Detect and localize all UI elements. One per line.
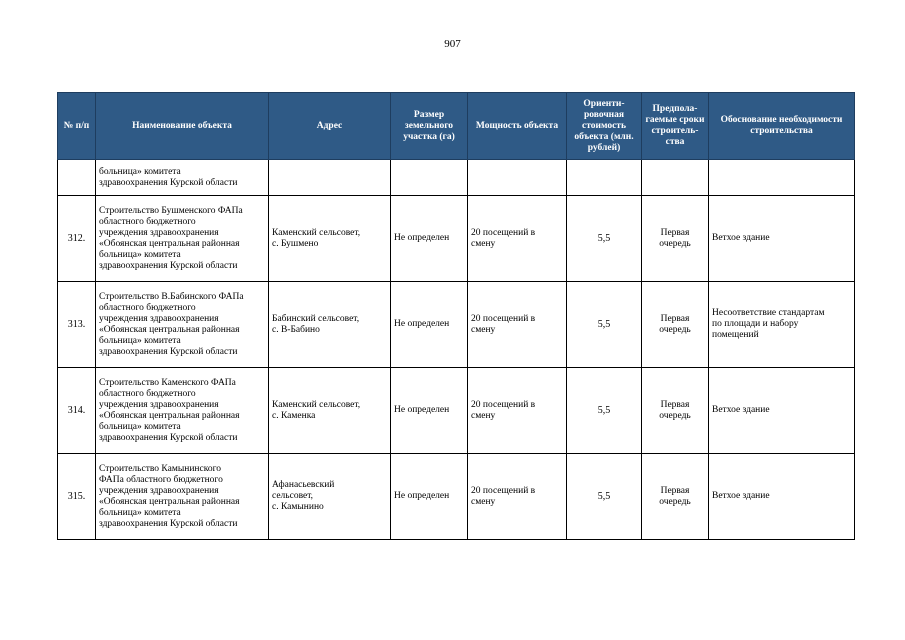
cell-num: 315. — [58, 454, 96, 540]
header-cost: Ориенти-ровочная стоимость объекта (млн. рублей) — [567, 93, 642, 160]
cell-land: Не определен — [391, 196, 468, 282]
header-address: Адрес — [269, 93, 391, 160]
cell-num: 313. — [58, 282, 96, 368]
cell-capacity — [468, 160, 567, 196]
cell-cost: 5,5 — [567, 282, 642, 368]
cell-name: Строительство В.Бабинского ФАПа областного бюджетного учреждения здравоохранения «Обоянская центральная районная больница» комитета здравоохранения Курской области — [96, 282, 269, 368]
header-reason: Обоснование необходимости строительства — [709, 93, 855, 160]
cell-address: Каменский сельсовет, с. Бушмено — [269, 196, 391, 282]
cell-land: Не определен — [391, 282, 468, 368]
cell-term — [642, 160, 709, 196]
objects-table — [57, 92, 855, 540]
cell-cost — [567, 160, 642, 196]
cell-reason: Ветхое здание — [709, 368, 855, 454]
table-row — [58, 454, 855, 540]
cell-land: Не определен — [391, 368, 468, 454]
header-term: Предпола-гаемые сроки строитель-ства — [642, 93, 709, 160]
table-row-continuation — [58, 160, 855, 196]
header-num: № п/п — [58, 93, 96, 160]
cell-term: Первая очередь — [642, 454, 709, 540]
cell-land — [391, 160, 468, 196]
cell-term: Первая очередь — [642, 368, 709, 454]
page-number: 907 — [444, 38, 461, 50]
table-row — [58, 282, 855, 368]
cell-name: Строительство Каменского ФАПа областного бюджетного учреждения здравоохранения «Обоянская центральная районная больница» комитета здравоохранения Курской области — [96, 368, 269, 454]
cell-num: 312. — [58, 196, 96, 282]
cell-reason: Ветхое здание — [709, 454, 855, 540]
cell-term: Первая очередь — [642, 196, 709, 282]
cell-name: Строительство Камынинского ФАПа областного бюджетного учреждения здравоохранения «Обоянская центральная районная больница» комитета здравоохранения Курской области — [96, 454, 269, 540]
cell-reason — [709, 160, 855, 196]
cell-num: 314. — [58, 368, 96, 454]
header-name: Наименование объекта — [96, 93, 269, 160]
cell-address — [269, 160, 391, 196]
table-row — [58, 196, 855, 282]
cell-cost: 5,5 — [567, 368, 642, 454]
cell-capacity: 20 посещений в смену — [468, 368, 567, 454]
header-capacity: Мощность объекта — [468, 93, 567, 160]
cell-name: Строительство Бушменского ФАПа областного бюджетного учреждения здравоохранения «Обоянская центральная районная больница» комитета здравоохранения Курской области — [96, 196, 269, 282]
table-row — [58, 368, 855, 454]
cell-address: Каменский сельсовет, с. Каменка — [269, 368, 391, 454]
cell-land: Не определен — [391, 454, 468, 540]
header-land: Размер земельного участка (га) — [391, 93, 468, 160]
cell-address: Бабинский сельсовет, с. В-Бабино — [269, 282, 391, 368]
cell-reason: Несоответствие стандартам по площади и набору помещений — [709, 282, 855, 368]
cell-cost: 5,5 — [567, 454, 642, 540]
cell-capacity: 20 посещений в смену — [468, 454, 567, 540]
cell-term: Первая очередь — [642, 282, 709, 368]
table-header-row — [58, 93, 855, 160]
cell-capacity: 20 посещений в смену — [468, 196, 567, 282]
cell-num — [58, 160, 96, 196]
cell-reason: Ветхое здание — [709, 196, 855, 282]
cell-address: Афанасьевский сельсовет, с. Камынино — [269, 454, 391, 540]
cell-name: больница» комитета здравоохранения Курской области — [96, 160, 269, 196]
cell-cost: 5,5 — [567, 196, 642, 282]
cell-capacity: 20 посещений в смену — [468, 282, 567, 368]
